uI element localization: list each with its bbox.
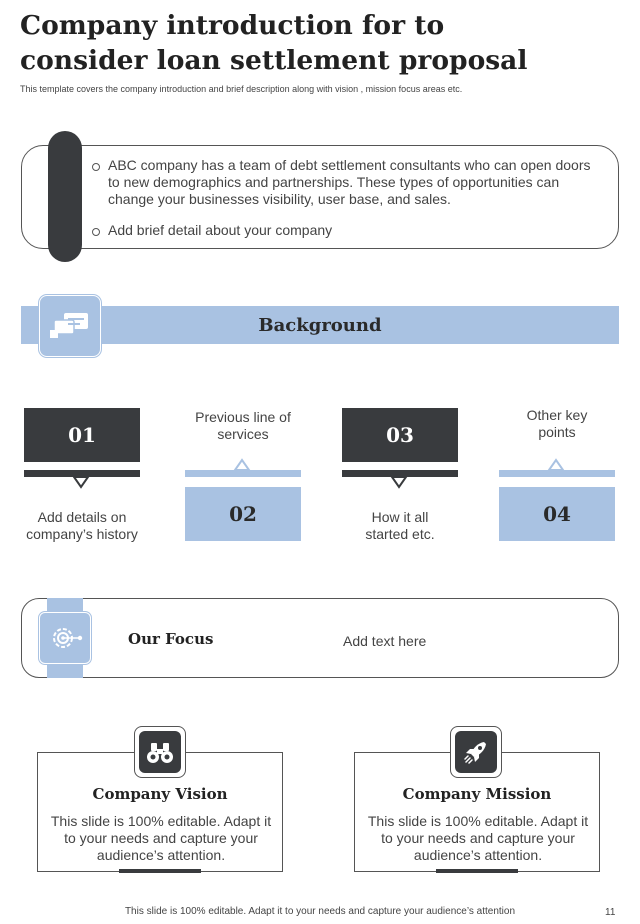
step-number-box: 03 <box>342 408 458 462</box>
step-number-box: 01 <box>24 408 140 462</box>
vision-text: This slide is 100% editable. Adapt it to your needs and capture your audience’s attention. <box>50 813 272 863</box>
step-text: Other key points <box>526 407 588 440</box>
mission-icon-box <box>455 731 497 773</box>
step-strip <box>499 470 615 477</box>
intro-bullet: ABC company has a team of debt settlement consultants who can open doors to new demographics and partnerships. These types of opportunities can change your businesses visibility, user base, and sales. <box>108 157 598 208</box>
page-title: Company introduction for to consider loan settlement proposal <box>20 10 528 76</box>
pointer-up-icon <box>233 458 251 471</box>
pointer-down-icon <box>72 476 90 489</box>
target-icon <box>40 613 90 663</box>
chat-bubbles-icon <box>40 296 100 356</box>
vision-icon-frame <box>134 726 186 778</box>
step-number-box: 04 <box>499 487 615 541</box>
step-text: Previous line of services <box>195 409 291 442</box>
focus-icon-box <box>39 612 91 664</box>
card-bottom-accent <box>119 869 201 873</box>
step-text: Add details on company’s history <box>26 509 138 542</box>
pointer-up-icon <box>547 458 565 471</box>
focus-title: Our Focus <box>128 630 214 648</box>
intro-card <box>21 145 619 249</box>
binoculars-icon <box>139 731 181 773</box>
background-title: Background <box>258 315 382 336</box>
background-icon-box <box>39 295 101 357</box>
step-number-box: 02 <box>185 487 301 541</box>
footer-text: This slide is 100% editable. Adapt it to your needs and capture your audience’s attention <box>124 906 516 917</box>
intro-bullet: Add brief detail about your company <box>108 222 598 239</box>
mission-title: Company Mission <box>402 785 552 803</box>
pointer-down-icon <box>390 476 408 489</box>
page-subtitle: This template covers the company introduction and brief description along with vision , mission focus areas etc. <box>20 84 463 94</box>
page-number: 11 <box>605 907 616 918</box>
mission-icon-frame <box>450 726 502 778</box>
step-text: How it all started etc. <box>365 509 435 542</box>
vision-title: Company Vision <box>92 785 228 803</box>
mission-text: This slide is 100% editable. Adapt it to your needs and capture your audience’s attention. <box>367 813 589 863</box>
rocket-icon <box>455 731 497 773</box>
focus-text: Add text here <box>343 633 427 649</box>
vision-icon-box <box>139 731 181 773</box>
step-strip <box>185 470 301 477</box>
card-bottom-accent <box>436 869 518 873</box>
focus-card <box>21 598 619 678</box>
intro-accent-bar <box>48 131 82 262</box>
